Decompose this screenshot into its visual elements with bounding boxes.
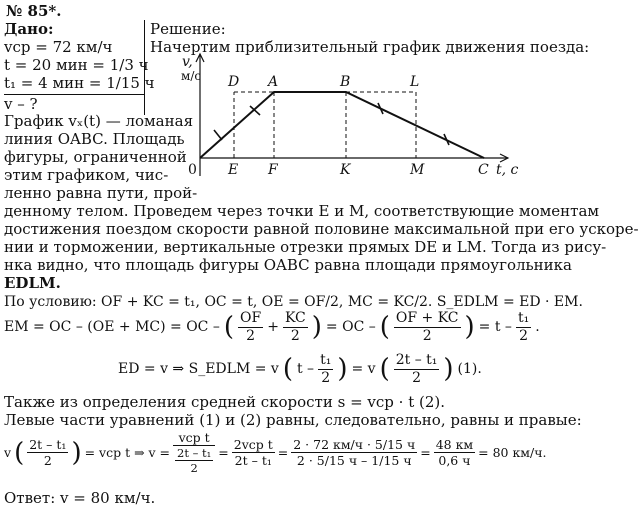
- final-d2d: 2: [190, 461, 198, 475]
- em-b2: 2: [422, 328, 432, 344]
- graph-OABC: [200, 92, 484, 158]
- velocity-time-graph: [178, 48, 518, 188]
- ed-p3: 2: [321, 370, 331, 386]
- paragraph-line-2: достижения поездом скорости равной половине максимальной при его ускоре-: [4, 220, 639, 238]
- given-line-3: t₁ = 4 мин = 1/15 ч: [4, 74, 155, 92]
- point-O: 0: [188, 162, 197, 178]
- final-eq3: =: [277, 445, 289, 460]
- x-axis-label: t, с: [496, 162, 519, 178]
- em-c1: t₁: [517, 310, 530, 326]
- given-title: Дано:: [4, 20, 54, 38]
- em-lhs: EM = OC – (OE + MC) = OC –: [4, 319, 220, 335]
- ed-p1: t –: [296, 361, 315, 377]
- em-a2: KC: [284, 310, 306, 326]
- ed-mid: = v: [351, 361, 376, 377]
- final-d4: 2 · 5/15 ч – 1/15 ч: [296, 453, 412, 468]
- point-D: D: [228, 74, 240, 90]
- point-F: F: [268, 162, 278, 178]
- given-line-2: t = 20 мин = 1/3 ч: [4, 56, 149, 74]
- ed-p2: t₁: [320, 352, 332, 368]
- left-paragraph-line-5: ленно равна пути, прой-: [4, 184, 198, 202]
- point-C: C: [478, 162, 489, 178]
- tick-mark-2: [250, 106, 260, 115]
- solution-intro: Начертим приблизительный график движения поезда:: [150, 38, 590, 56]
- ed-d: 2: [412, 370, 422, 386]
- em-a-den-1: 2: [246, 328, 256, 344]
- final-eq1: = vср t ⇒ v =: [84, 445, 171, 460]
- final-eq4: =: [420, 445, 431, 460]
- paragraph-line-1: денному телом. Проведем через точки E и M, соответствующие моментам: [4, 202, 600, 220]
- paragraph-line-4: нка видно, что площадь фигуры OABC равна площади прямоугольника: [4, 256, 572, 274]
- answer: Ответ: v = 80 км/ч.: [4, 489, 156, 507]
- ed-n: 2t – t₁: [395, 352, 438, 368]
- final-v: v: [4, 445, 12, 460]
- tick-mark-1: [214, 130, 222, 140]
- paragraph-line-5: EDLM.: [4, 274, 61, 292]
- y-axis-label: v,: [182, 54, 193, 70]
- em-b1: OF + KC: [395, 310, 459, 326]
- given-vertical-divider: [144, 20, 145, 115]
- point-K: K: [340, 162, 351, 178]
- avg-speed-text: Также из определения средней скорости s = vср · t (2).: [4, 393, 446, 411]
- point-B: B: [340, 74, 351, 90]
- problem-number: № 85*.: [6, 2, 62, 20]
- em-c2: 2: [519, 328, 529, 344]
- point-M: M: [410, 162, 425, 178]
- ed-tag: (1).: [457, 361, 482, 377]
- point-A: A: [268, 74, 279, 90]
- left-paragraph-line-4: этим графиком, чис-: [4, 166, 169, 184]
- final-result: = 80 км/ч.: [478, 445, 547, 460]
- point-E: E: [228, 162, 239, 178]
- em-a-den-2: 2: [290, 328, 300, 344]
- final-eq2: =: [218, 445, 229, 460]
- final-equation: v ( $\frac{\text{2t – t₁}}{2}$ ) = vср t ⇒ v = $\frac{\text{vср t}}{\frac{\text{2t – t₁}}{2}}$ = $\frac{\text{2vср t}}{\text{2t – t₁}}$ = $\frac{2 \cdot 72 км/ч \cdot 5/15 ч}{2 \cdot 5/15 ч - 1/15 ч}$ = $\frac{48 км}{0,6 ч}$ = 80 км/ч.: [4, 430, 547, 475]
- final-n2: vср t: [173, 430, 215, 446]
- given-find: v – ?: [4, 95, 38, 113]
- equal-text: Левые части уравнений (1) и (2) равны, следовательно, равны и правые:: [4, 411, 582, 429]
- em-mid: = OC –: [325, 319, 376, 335]
- left-paragraph-line-2: линия OABC. Площадь: [4, 130, 185, 148]
- ed-lhs: ED = v ⇒ S_EDLM = v: [118, 361, 279, 377]
- em-a1: OF: [240, 310, 262, 326]
- final-d3: 2t – t₁: [234, 453, 272, 468]
- paragraph-line-3: нии и торможении, вертикальные отрезки прямых DE и LM. Тогда из рису-: [4, 238, 607, 256]
- given-line-1: vср = 72 км/ч: [4, 38, 113, 56]
- final-n4: 2 · 72 км/ч · 5/15 ч: [293, 437, 416, 452]
- point-L: L: [410, 74, 420, 90]
- final-d2n: 2t – t₁: [177, 446, 212, 460]
- final-d5: 0,6 ч: [438, 453, 471, 468]
- final-d1: 2: [43, 453, 52, 468]
- left-paragraph-line-1: График vₓ(t) — ломаная: [4, 112, 194, 130]
- em-equation: EM = OC – (OE + MC) = OC – ( $\frac{OF}{2}$ + $\frac{KC}{2}$ ) = OC – ( $\frac{OF + KC}{2}$ ) = t – $\frac{\text{t₁}}{2}$ .: [4, 310, 540, 344]
- left-paragraph-line-3: фигуры, ограниченной: [4, 148, 187, 166]
- final-n3: 2vср t: [233, 437, 273, 452]
- condition-line: По условию: OF + KC = t₁, OC = t, OE = OF/2, MC = KC/2. S_EDLM = ED · EM.: [4, 294, 583, 310]
- final-n1: 2t – t₁: [29, 437, 67, 452]
- y-axis-unit: м/с: [181, 69, 202, 83]
- solution-title: Решение:: [150, 20, 226, 38]
- final-n5: 48 км: [435, 437, 474, 452]
- em-rhs: = t –: [478, 319, 512, 335]
- ed-equation: ED = v ⇒ S_EDLM = v ( t – $\frac{\text{t₁}}{2}$ ) = v ( $\frac{\text{2t – t₁}}{2}$ ) (1).: [118, 352, 482, 386]
